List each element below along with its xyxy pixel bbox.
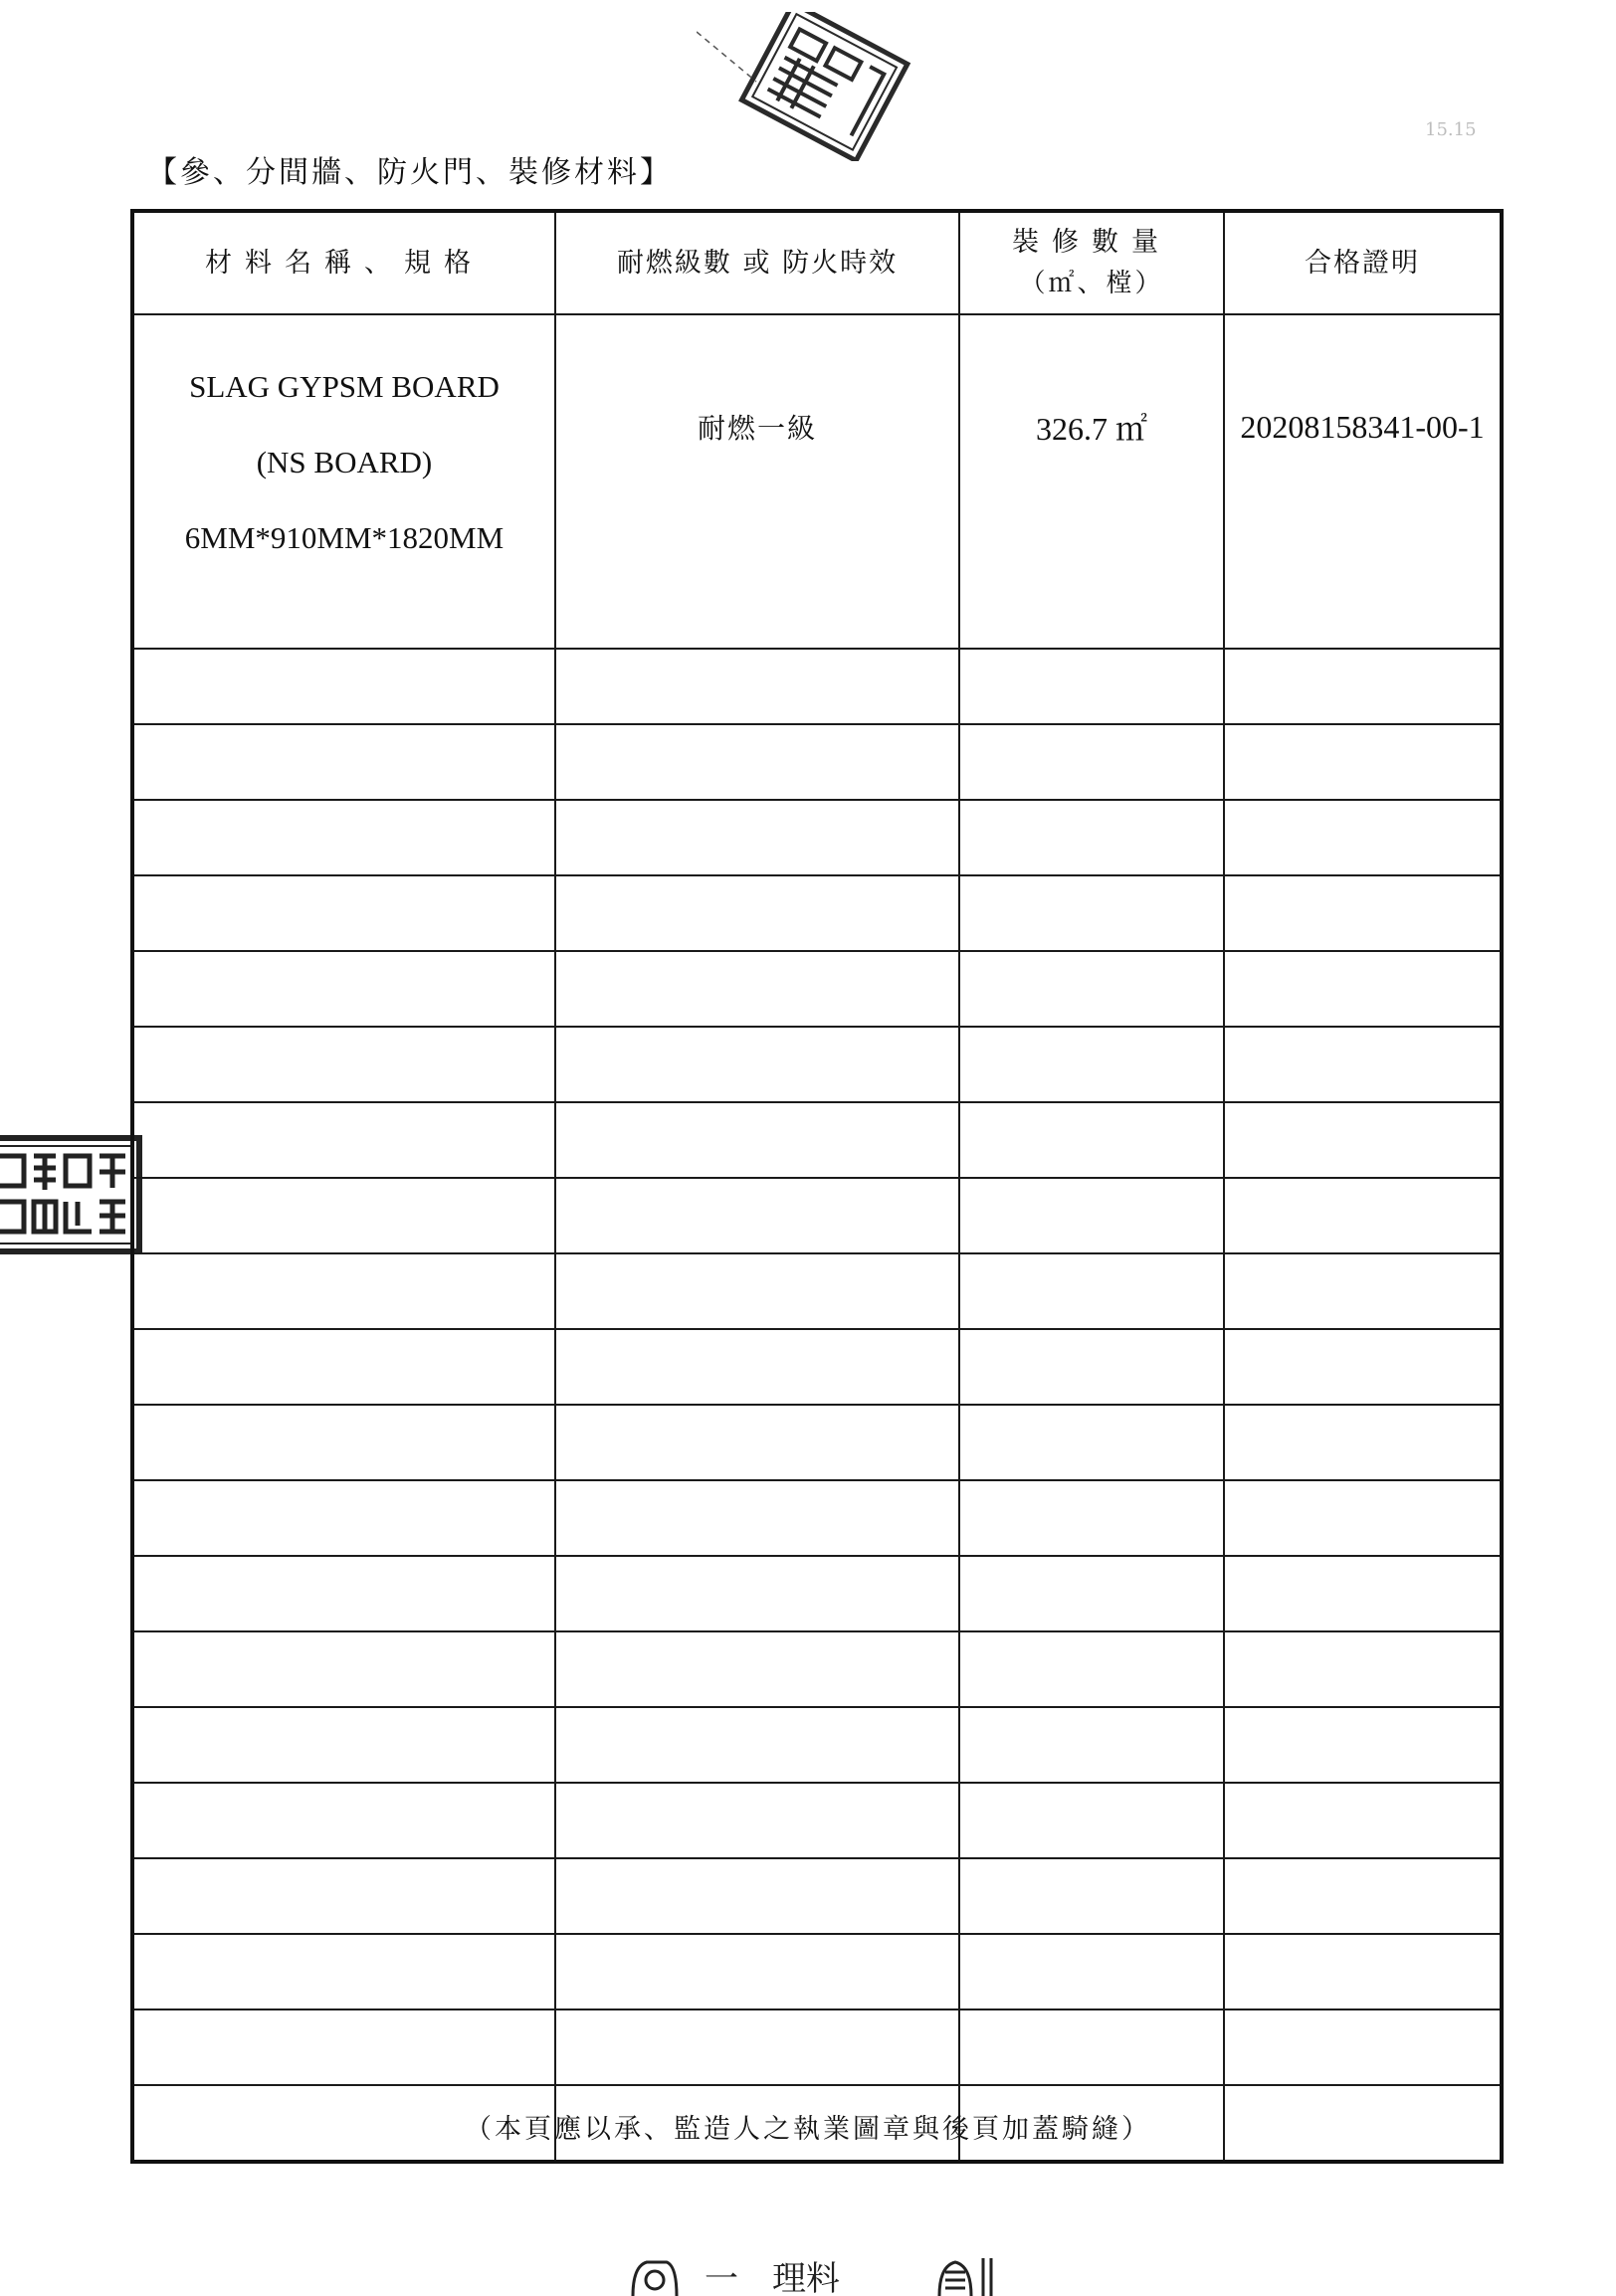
certificate-cell xyxy=(1224,1783,1502,1858)
fire-rating-cell xyxy=(555,1329,959,1405)
bottom-stamp-text: 一 理料 xyxy=(705,2259,840,2296)
fire-rating-cell xyxy=(555,1480,959,1556)
fire-rating-cell xyxy=(555,649,959,724)
fire-rating-cell xyxy=(555,951,959,1027)
certificate-cell xyxy=(1224,1405,1502,1480)
table-row-empty xyxy=(132,800,1502,875)
certificate-cell xyxy=(1224,875,1502,951)
certificate-cell xyxy=(1224,1102,1502,1178)
quantity-cell xyxy=(959,649,1224,724)
fire-rating-cell xyxy=(555,1783,959,1858)
material-name-cell xyxy=(132,1934,555,2009)
certificate-cell xyxy=(1224,649,1502,724)
material-name-cell xyxy=(132,1480,555,1556)
fire-rating-cell xyxy=(555,2009,959,2085)
certificate-cell xyxy=(1224,2009,1502,2085)
fire-rating-cell xyxy=(555,724,959,800)
quantity-cell xyxy=(959,1480,1224,1556)
fire-rating-cell: 耐燃一級 xyxy=(555,314,959,649)
header-quantity xyxy=(959,211,1224,314)
table-row-empty xyxy=(132,951,1502,1027)
quantity-cell xyxy=(959,1707,1224,1783)
certificate-cell xyxy=(1224,1480,1502,1556)
certificate-cell xyxy=(1224,724,1502,800)
material-name-cell xyxy=(132,800,555,875)
quantity-cell xyxy=(959,1027,1224,1102)
certificate-cell xyxy=(1224,1631,1502,1707)
table-row xyxy=(132,314,1502,649)
quantity-cell xyxy=(959,1858,1224,1934)
header-quantity-label: 裝修數量 xyxy=(1012,227,1171,259)
quantity-cell xyxy=(959,1556,1224,1631)
certificate-cell xyxy=(1224,1858,1502,1934)
quantity-cell xyxy=(959,1783,1224,1858)
quantity-cell xyxy=(959,1934,1224,2009)
table-row-empty xyxy=(132,1480,1502,1556)
quantity-cell xyxy=(959,1253,1224,1329)
table-row-empty xyxy=(132,724,1502,800)
material-name-cell xyxy=(132,2009,555,2085)
table-row-empty xyxy=(132,2009,1502,2085)
fire-rating-cell xyxy=(555,1405,959,1480)
quantity-cell: 326.7 ㎡ xyxy=(959,314,1224,649)
quantity-cell xyxy=(959,1405,1224,1480)
fire-rating-cell xyxy=(555,800,959,875)
table-row-empty xyxy=(132,1783,1502,1858)
quantity-cell xyxy=(959,951,1224,1027)
fire-rating-cell xyxy=(555,1707,959,1783)
fire-rating-cell xyxy=(555,875,959,951)
fire-rating-cell xyxy=(555,1027,959,1102)
table-row-empty xyxy=(132,1707,1502,1783)
material-name-cell xyxy=(132,1783,555,1858)
certificate-cell xyxy=(1224,800,1502,875)
quantity-cell xyxy=(959,1102,1224,1178)
material-name-cell xyxy=(132,1253,555,1329)
material-name-cell xyxy=(132,724,555,800)
header-fire-rating: 耐燃級數 或 防火時效 xyxy=(555,211,959,314)
table-row-empty xyxy=(132,1027,1502,1102)
quantity-cell xyxy=(959,1178,1224,1253)
footer-note: （本頁應以承、監造人之執業圖章與後頁加蓋騎縫） xyxy=(465,2114,1151,2145)
quantity-cell xyxy=(959,1631,1224,1707)
seal-stamp-top xyxy=(697,12,927,161)
certificate-cell xyxy=(1224,1707,1502,1783)
table-row-empty xyxy=(132,875,1502,951)
table-row-empty xyxy=(132,1934,1502,2009)
material-name-cell xyxy=(132,1405,555,1480)
quantity-cell xyxy=(959,1329,1224,1405)
certificate-cell: 20208158341-00-1 xyxy=(1224,314,1502,649)
material-name-cell xyxy=(132,1631,555,1707)
table-row-empty xyxy=(132,649,1502,724)
table-header-row xyxy=(132,211,1502,314)
table-row-empty xyxy=(132,1329,1502,1405)
material-name-line: SLAG GYPSM BOARD xyxy=(189,369,500,404)
fire-rating-cell xyxy=(555,1178,959,1253)
certificate-cell xyxy=(1224,1178,1502,1253)
fire-rating-cell xyxy=(555,1102,959,1178)
certificate-cell xyxy=(1224,1027,1502,1102)
quantity-cell xyxy=(959,800,1224,875)
material-name-cell xyxy=(132,951,555,1027)
material-name-cell xyxy=(132,1858,555,1934)
quantity-cell xyxy=(959,875,1224,951)
material-name-cell xyxy=(132,649,555,724)
material-name-cell xyxy=(132,1329,555,1405)
certificate-cell xyxy=(1224,1934,1502,2009)
material-name-line: (NS BOARD) xyxy=(256,445,433,479)
fire-rating-cell xyxy=(555,1631,959,1707)
quantity-cell xyxy=(959,2009,1224,2085)
table-row-empty xyxy=(132,1556,1502,1631)
fire-rating-cell xyxy=(555,1253,959,1329)
fire-rating-cell xyxy=(555,1858,959,1934)
material-spec-line: 6MM*910MM*1820MM xyxy=(184,520,505,555)
material-name-cell xyxy=(132,1102,555,1178)
table-row-empty xyxy=(132,1102,1502,1178)
quantity-cell xyxy=(959,724,1224,800)
certificate-cell xyxy=(1224,1556,1502,1631)
material-name-cell xyxy=(132,1027,555,1102)
table-row-empty xyxy=(132,1858,1502,1934)
material-name-cell xyxy=(132,314,555,649)
seal-stamp-bottom xyxy=(625,2250,1003,2296)
fire-rating-cell xyxy=(555,1934,959,2009)
header-quantity-unit: （㎡、樘） xyxy=(1019,269,1164,299)
certificate-cell xyxy=(1224,951,1502,1027)
table-row-empty xyxy=(132,1631,1502,1707)
material-name-cell xyxy=(132,1178,555,1253)
header-certificate: 合格證明 xyxy=(1224,211,1502,314)
materials-table xyxy=(130,209,1504,2164)
table-row-empty xyxy=(132,1405,1502,1480)
seal-stamp-left xyxy=(0,1132,149,1259)
section-title: 【參、分間牆、防火門、裝修材料】 xyxy=(147,155,673,190)
fire-rating-cell xyxy=(555,1556,959,1631)
certificate-cell xyxy=(1224,1253,1502,1329)
page-mark: 15.15 xyxy=(1425,119,1477,140)
material-name-cell xyxy=(132,875,555,951)
table-row-empty xyxy=(132,1178,1502,1253)
header-material-name: 材料名稱、規格 xyxy=(132,211,555,314)
material-name-cell xyxy=(132,1707,555,1783)
certificate-cell xyxy=(1224,1329,1502,1405)
material-name-cell xyxy=(132,1556,555,1631)
table-row-empty xyxy=(132,1253,1502,1329)
